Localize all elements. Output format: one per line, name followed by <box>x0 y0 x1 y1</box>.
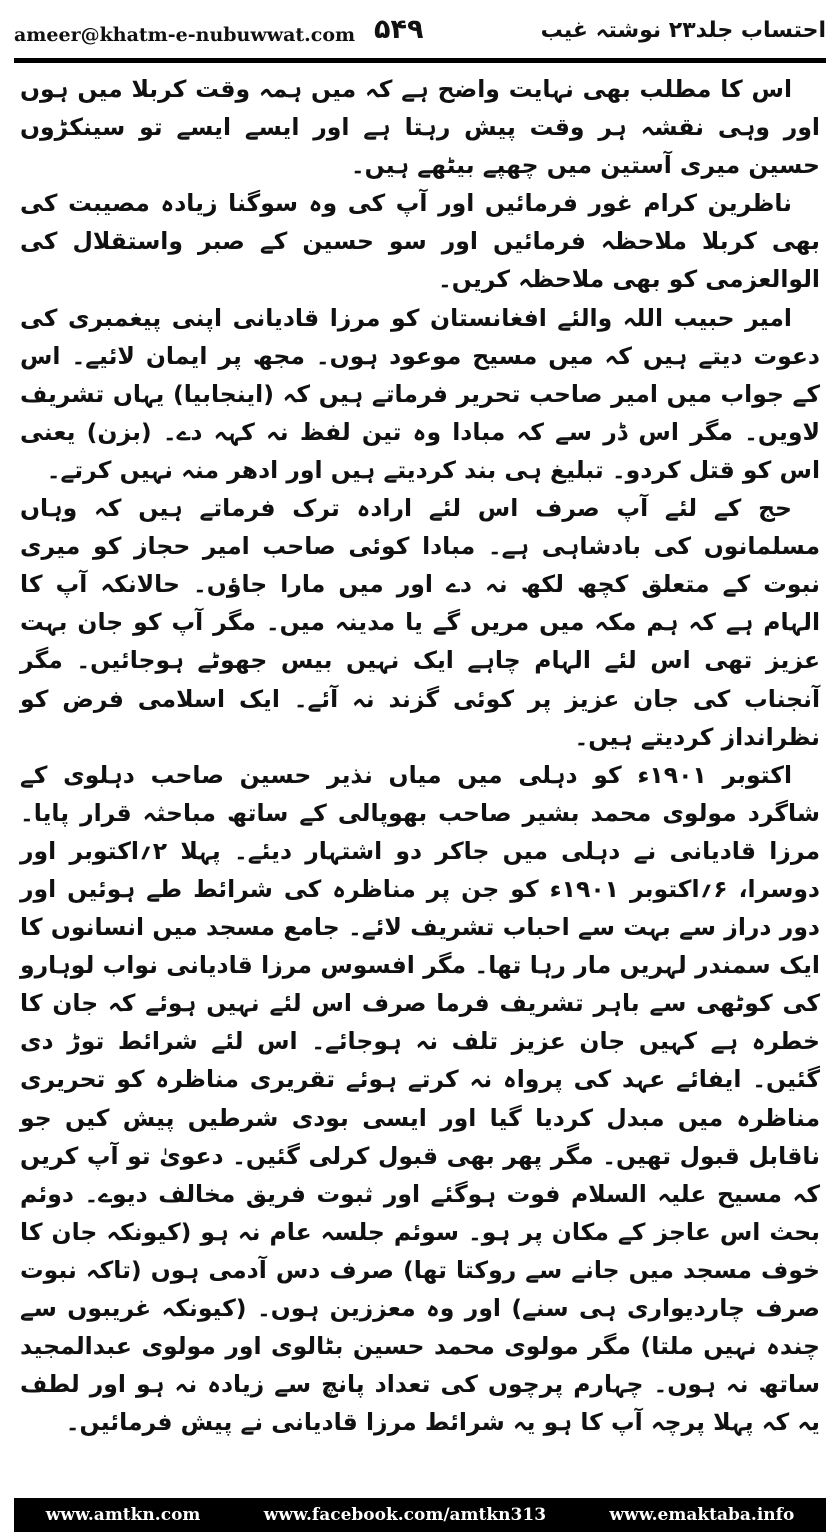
footer-link-facebook[interactable]: www.facebook.com/amtkn313 <box>263 1505 547 1525</box>
paragraph: اس کا مطلب بھی نہایت واضح ہے کہ میں ہمہ وقت کربلا میں ہوں اور وہی نقشہ ہر وقت پیش رہتا ہے اور ایسے ایسے تو سینکڑوں حسین میری آستین میں چھپے بیٹھے ہیں۔ <box>20 75 820 180</box>
footer-link-amtkn[interactable]: www.amtkn.com <box>45 1505 201 1525</box>
paragraph: حج کے لئے آپ صرف اس لئے ارادہ ترک فرماتے ہیں کہ وہاں مسلمانوں کی بادشاہی ہے۔ مبادا کوئی صاحب امیر حجاز کو میری نبوت کے متعلق کچھ لکھ نہ دے اور میں مارا جاؤں۔ حالانکہ آپ کا الہام ہے کہ ہم مکہ میں مریں گے یا مدینہ میں۔ مگر آپ کو جان بہت عزیز تھی اس لئے الہام چاہے ایک نہیں بیس جھوٹے ہوجائیں۔ مگر آنجناب کی جان عزیز پر کوئی گزند نہ آئے۔ ایک اسلامی فرض کو نظرانداز کردیتے ہیں۔ <box>20 494 820 751</box>
page-number: ۵۴۹ <box>374 14 424 45</box>
header-divider <box>14 58 826 63</box>
footer-link-emaktaba[interactable]: www.emaktaba.info <box>609 1505 795 1525</box>
paragraph: امیر حبیب اللہ والئے افغانستان کو مرزا قادیانی اپنی پیغمبری کی دعوت دیتے ہیں کہ میں مسیح موعود ہوں۔ مجھ پر ایمان لائیے۔ اس کے جواب میں امیر صاحب تحریر فرماتے ہیں کہ (اینجابیا) یہاں تشریف لاویں۔ مگر اس ڈر سے کہ مبادا وہ تین لفظ نہ کہہ دے۔ (بزن) یعنی اس کو قتل کردو۔ تبلیغ ہی بند کردیتے ہیں اور ادھر منہ نہیں کرتے۔ <box>20 303 820 484</box>
book-title: احتساب جلد۲۳ نوشتہ غیب <box>540 18 826 43</box>
page-header <box>14 8 826 54</box>
page-body <box>20 70 820 1441</box>
paragraph: اکتوبر ۱۹۰۱ء کو دہلی میں میاں نذیر حسین صاحب دہلوی کے شاگرد مولوی محمد بشیر صاحب بھوپالی کے ساتھ مباحثہ قرار پایا۔ مرزا قادیانی نے دہلی میں جاکر دو اشتہار دیئے۔ پہلا ۲؍اکتوبر اور دوسرا، ۶؍اکتوبر ۱۹۰۱ء کو جن پر مناظرہ کی شرائط طے ہوئیں اور دور دراز سے بہت سے احباب تشریف لائے۔ جامع مسجد میں انسانوں کا ایک سمندر لہریں مار رہا تھا۔ مگر افسوس مرزا قادیانی نواب لوہارو کی کوٹھی سے باہر تشریف فرما صرف اس لئے نہیں ہوئے کہ جان کا خطرہ ہے کہیں جان عزیز تلف نہ ہوجائے۔ اس لئے شرائط توڑ دی گئیں۔ ایفائے عہد کی پرواہ نہ کرتے ہوئے تقریری مناظرہ کو تحریری مناظرہ میں مبدل کردیا گیا اور ایسی بودی شرطیں پیش کیں جو ناقابل قبول تھیں۔ مگر پھر بھی قبول کرلی گئیں۔ دعویٰ تو آپ کریں کہ مسیح علیہ السلام فوت ہوگئے اور ثبوت فریق مخالف دیوے۔ دوئم بحث اس عاجز کے مکان پر ہو۔ سوئم جلسہ عام نہ ہو (کیونکہ جان کا خوف مسجد میں جانے سے روکتا تھا) صرف دس آدمی ہوں (تاکہ نبوت صرف چاردیواری ہی سنے) اور وہ معززین ہوں۔ (کیونکہ غریبوں سے چندہ نہیں ملتا) مگر مولوی محمد حسین بٹالوی اور مولوی عبدالمجید ساتھ نہ ہوں۔ چہارم پرچوں کی تعداد پانچ سے زیادہ نہ ہو اور لطف یہ کہ پہلا پرچہ آپ کا ہو یہ شرائط مرزا قادیانی نے پیش فرمائیں۔ <box>20 760 820 1437</box>
paragraph: ناظرین کرام غور فرمائیں اور آپ کی وہ سوگنا زیادہ مصیبت کی بھی کربلا ملاحظہ فرمائیں اور سو حسین کے صبر واستقلال کی الوالعزمی کو بھی ملاحظہ کریں۔ <box>20 189 820 294</box>
page-footer <box>14 1498 826 1532</box>
header-email: ameer@khatm-e-nubuwwat.com <box>14 24 356 46</box>
